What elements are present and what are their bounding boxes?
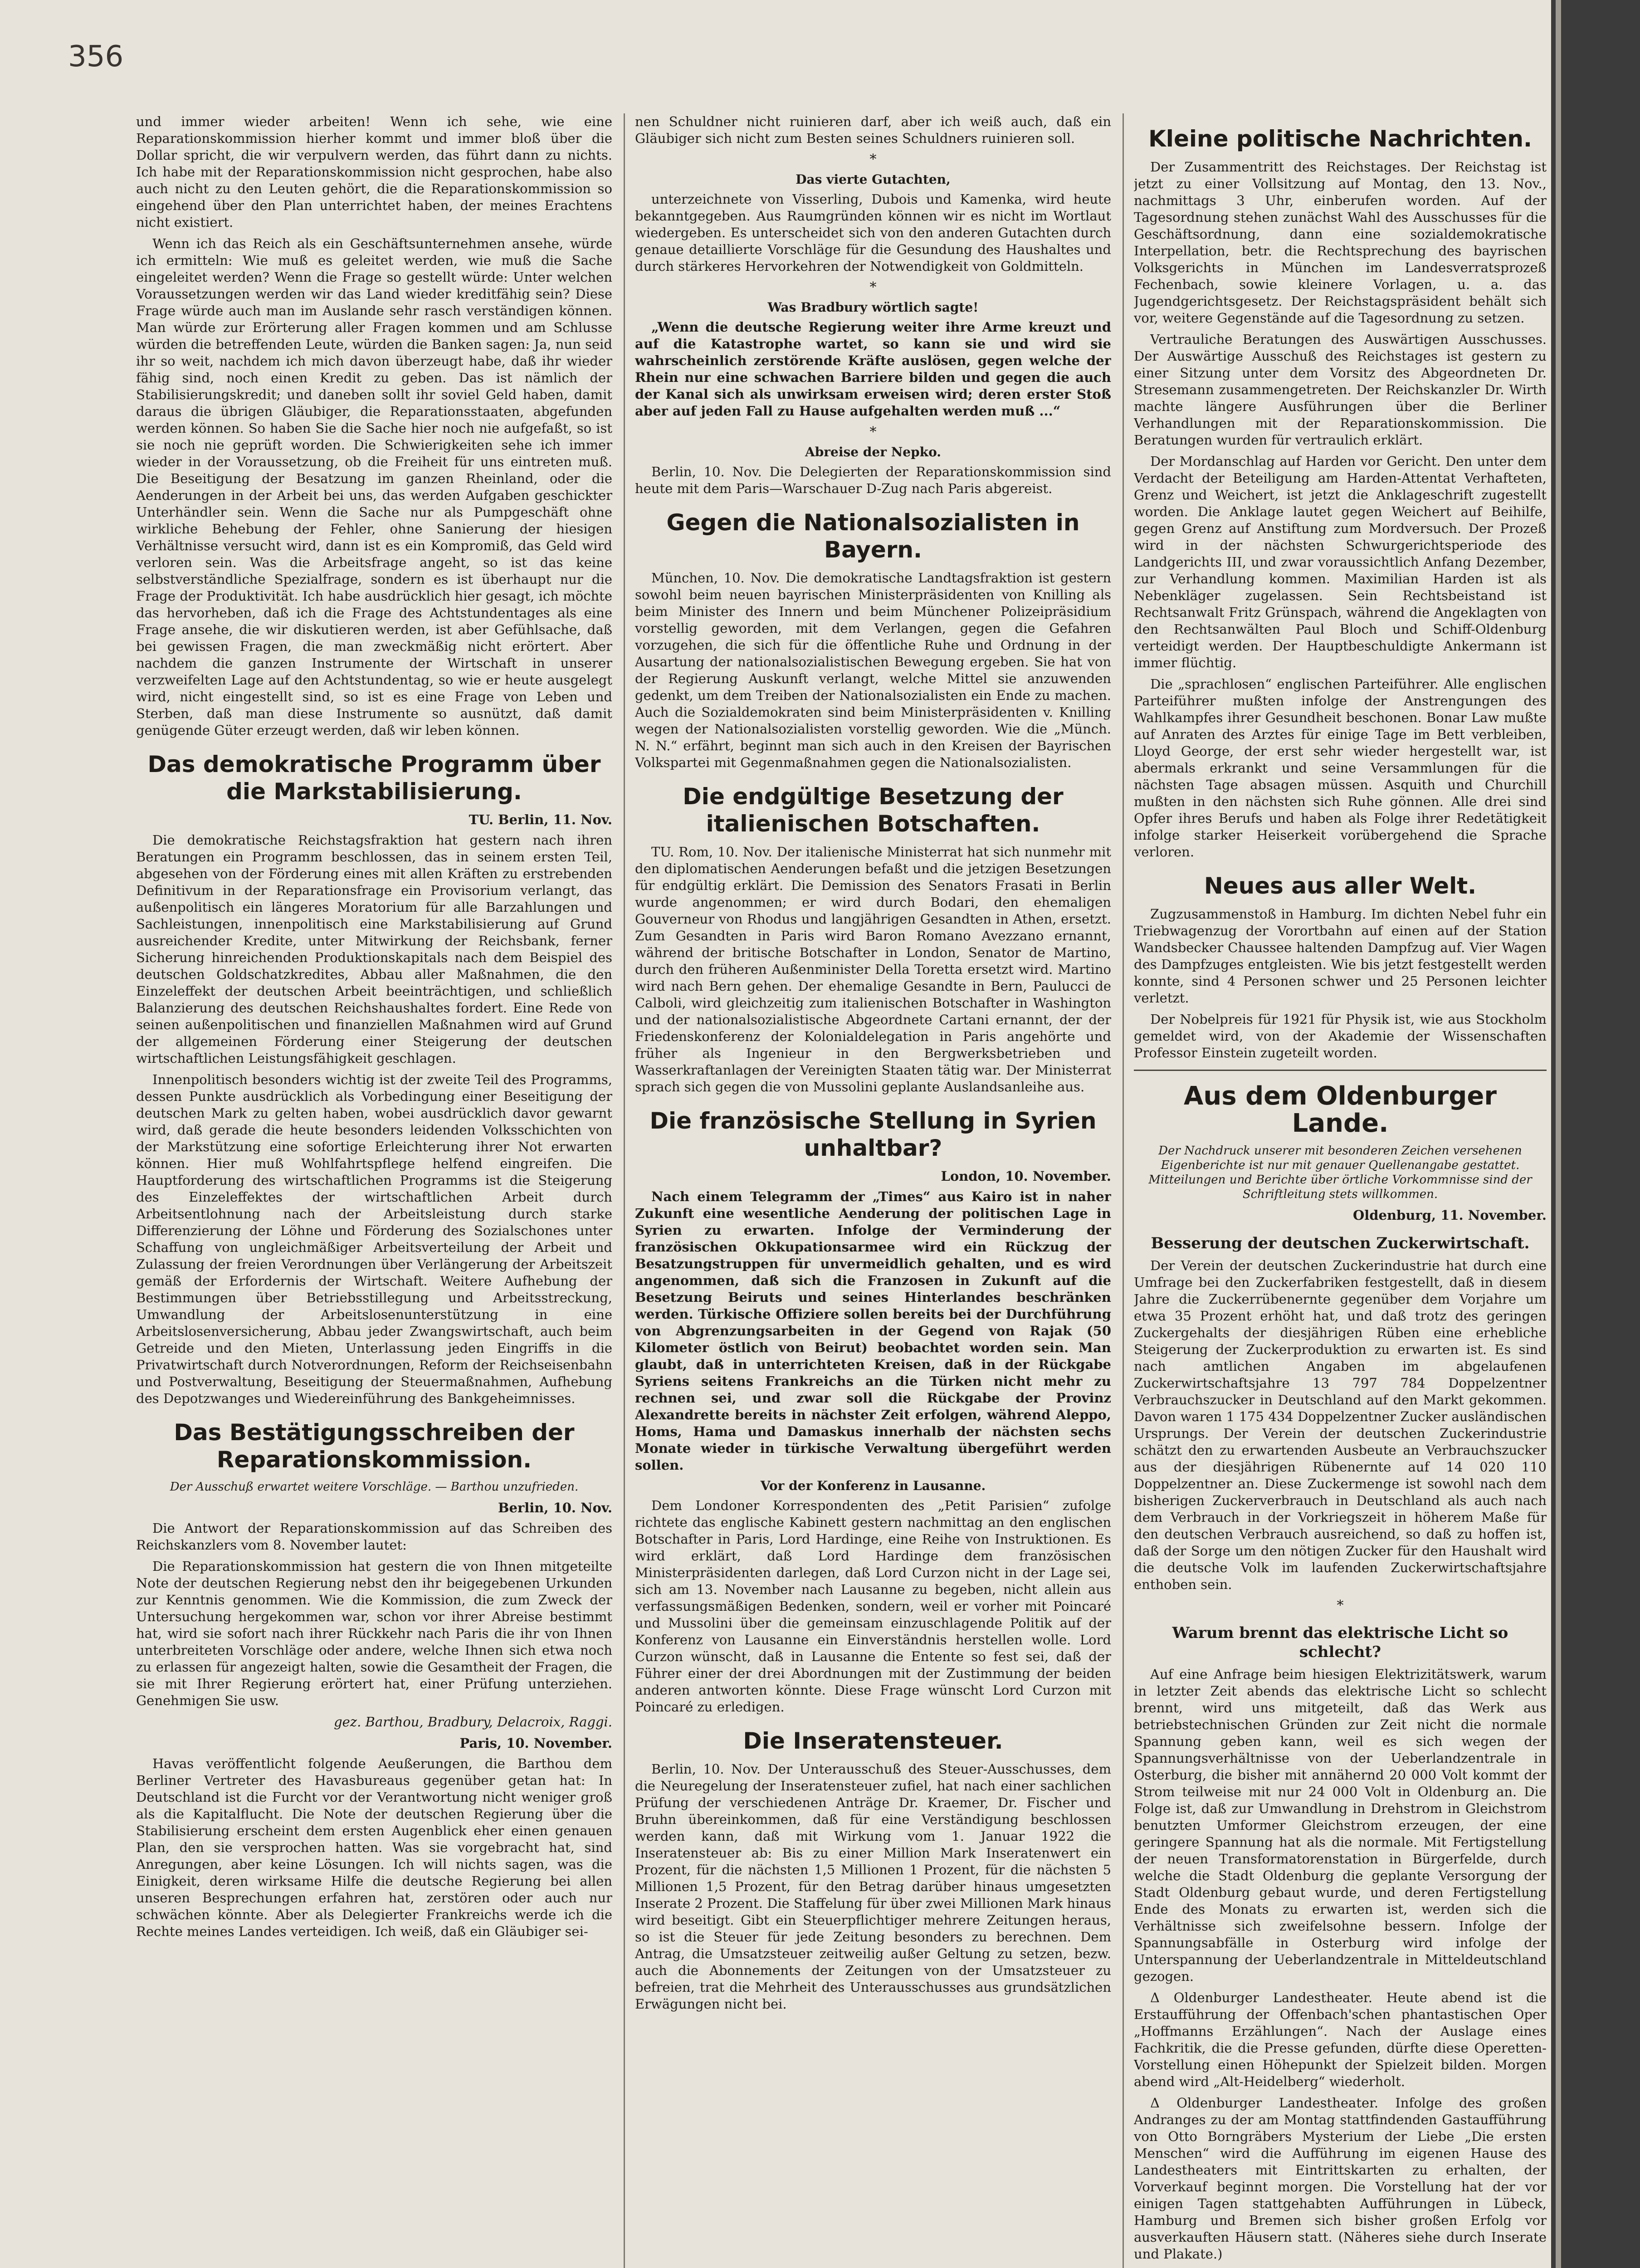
- section-separator: *: [869, 279, 877, 295]
- article-paragraph: Berlin, 10. Nov. Der Unterausschuß des Steuer-Ausschusses, dem die Neuregelung der Inseratensteuer zufiel, hat nach einer sachlichen Prüfung der verschiedenen Anträge Dr. Kraemer, Dr. Fischer und Bruhn übereinkommen, daß für eine Verständigung beschlossen werden kann, daß mit Wirkung vom 1. Januar 1922 die Inseratensteuer ab: Bis zu einer Million Mark Inseratenwert ein Prozent, für die nächsten 1,5 Millionen 1 Prozent, für die nächsten 5 Millionen 1,5 Prozent, für den Betrag darüber hinaus umgesetzten Inserate 2 Prozent. Die Staffelung für über zwei Millionen Mark hinaus wird beseitigt. Gibt ein Steuerpflichtiger mehrere Zeitungen heraus, so ist die Steuer für jede Zeitung besonders zu berechnen. Dem Antrag, die Umsatzsteuer zeitweilig außer Geltung zu setzen, bezw. auch die Abonnements der Zeitungen von der Umsatzsteuer zu befreien, trat die Mehrheit des Unterausschusses aus grundsätzlichen Erwägungen nicht bei.: [635, 1761, 1111, 2012]
- section-separator: *: [869, 152, 877, 167]
- article-headline: Die endgültige Besetzung der italienischen Botschaften.: [683, 783, 1064, 837]
- local-news-item: Δ Oldenburger Landestheater. Heute abend ist die Erstaufführung der Offenbach'schen phantastischen Oper „Hoffmanns Erzählungen“. Nach der Auslage eines Fachkritik, die die Presse gefunden, dürfte diese Operetten-Vorstellung einen Höhepunkt der Spielzeit bilden. Morgen abend wird „Alt-Heidelberg“ wiederholt.: [1134, 1990, 1547, 2089]
- column-rule: [1123, 113, 1124, 2268]
- column-rule: [624, 113, 625, 2268]
- article-paragraph: Wenn ich das Reich als ein Geschäftsunternehmen ansehe, würde ich ermitteln: Wie muß es geleitet werden, wie muß die Sache eingeleitet werden? Wenn die Frage so gestellt würde: Unter welchen Voraussetzungen werden wir das Land wieder kreditfähig sein? Diese Frage würde auch man im Auslande sehr rasch verständigen können. Man würde zur Erörterung aller Fragen kommen und am Schlusse würden die betreffenden Leute, würden die Banken sagen: Ja, nun seid ihr so weit, nachdem ich mich davon überzeugt habe, daß ihr wieder fähig sind, noch einen Kredit zu geben. Das ist nämlich der Stabilisierungskredit; und daneben sollt ihr soviel Geld haben, damit daraus die übrigen Gläubiger, die Reparationsstaaten, abgefunden werden können. So haben Sie die Sache hier noch nie aufgefaßt, so ist sie noch nie geprüft worden. Die Schwierigkeiten sehe ich immer wieder in der Voraussetzung, ob die Freiheit für uns eintreten muß. Die Beseitigung der Besatzung im ganzen Rheinland, oder die Aenderungen in der Arbeit bei uns, das werden Aufgaben geschickter Unterhändler sein. Wenn die Sache nur als Pumpgeschäft ohne wirkliche Behebung der Fehler, ohne Sanierung der hiesigen Verhältnisse versucht wird, dann ist es ein Kompromiß, das Geld wird verloren sein. Was die Arbeitsfrage angeht, so ist das keine selbstverständliche Spezialfrage, sondern es ist überhaupt nur die Frage der Produktivität. Ich habe ausdrücklich hier gesagt, ich möchte das hervorheben, daß ich die Frage des Achtstundentages als eine Frage ansehe, die wir diskutieren werden, ist aber Gefühlsache, daß bei gewissen Fragen, die man zweckmäßig nicht erörtert. Aber nachdem die ganzen Instrumente der Wirtschaft in unserer verzweifelten Lage auf den Achtstundentag, so wie er heute ausgelegt wird, nicht eingestellt sind, so ist es eine Frage von Leben und Sterben, daß man diese Instrumente so ausnützt, daß damit genügende Güter erzeugt werden, daß wir leben können.: [136, 236, 612, 738]
- page-number: 356: [68, 40, 124, 73]
- article-headline: Das demokratische Programm über die Markstabilisierung.: [147, 751, 601, 805]
- article-paragraph: Havas veröffentlicht folgende Aeußerungen, die Barthou dem Berliner Vertreter des Havasbureaus gegenüber getan hat: In Deutschland ist die Furcht vor der Verantwortung nicht weniger groß als die Kapitalflucht. Die Note der deutschen Regierung über die Stabilisierung erscheint dem ersten Augenblick eher einen genauen Plan, den sie versprochen hatten. Was sie vorgebracht hat, sind Anregungen, aber keine Lösungen. Ich will nichts sagen, was die Einigkeit, deren wirksame Hilfe die deutsche Regierung bei allen unseren Besprechungen erfahren hat, zerstören oder auch nur schwächen könnte. Aber als Delegierter Frankreichs werde ich die Rechte meines Landes verteidigen. Ich weiß, daß ein Gläubiger sei-: [136, 1756, 612, 1939]
- dateline: TU. Berlin, 11. Nov.: [469, 812, 612, 827]
- article-paragraph: Die Reparationskommission hat gestern die von Ihnen mitgeteilte Note der deutschen Regierung nebst den ihr beigegebenen Urkunden zur Kenntnis genommen. Wie die Kommission, die zum Zweck der Untersuchung hergekommen war, schon vor ihrer Abreise bestimmt hat, wird sie sofort nach ihrer Rückkehr nach Paris die ihr von Ihnen unterbreiteten Vorschläge oder andere, welche Ihnen sich etwa noch zu erlassen für angezeigt halten, sowie die Gesamtheit der Fragen, die sie mit Ihrer Regierung erörtert hat, einer Prüfung unterziehen. Genehmigen Sie usw.: [136, 1559, 612, 1708]
- local-news-item: Δ Oldenburger Landestheater. Infolge des großen Andranges zu der am Montag stattfindenden Gastaufführung von Otto Borngräbers Mysterium der Liebe „Die ersten Menschen“ wird die Aufführung im eigenen Hause des Landestheaters mit Eintrittskarten zu erhalten, der Vorverkauf beginnt morgen. Die Vorstellung hat der vor einigen Tagen stattgehabten Aufführungen in Lübeck, Hamburg und Bremen sich bisher großen Erfolg vor ausverkauften Häusern statt. (Näheres siehe durch Inserate und Plakate.): [1134, 2095, 1547, 2262]
- article-headline: Neues aus aller Welt.: [1204, 873, 1477, 899]
- news-item: Vertrauliche Beratungen des Auswärtigen Ausschusses. Der Auswärtige Ausschuß des Reichstages ist gestern zu einer Sitzung unter dem Vorsitz des Abgeordneten Dr. Stresemann zusammengetreten. Der Reichskanzler Dr. Wirth machte längere Ausführungen über die Berliner Verhandlungen mit der Reparationskommission. Die Beratungen wurden für vertraulich erklärt.: [1134, 332, 1547, 448]
- article-paragraph: Die Antwort der Reparationskommission auf das Schreiben des Reichskanzlers vom 8. November lautet:: [136, 1520, 612, 1553]
- dateline: London, 10. November.: [941, 1168, 1111, 1184]
- dateline: Paris, 10. November.: [459, 1735, 612, 1751]
- article-headline: Warum brennt das elektrische Licht so schlecht?: [1172, 1624, 1508, 1661]
- section-rule: [1134, 1070, 1547, 1071]
- article-paragraph: unterzeichnete von Visserling, Dubois und Kamenka, wird heute bekanntgegeben. Aus Raumgründen können wir es nicht im Wortlaut wiedergeben. Es unterscheidet sich von den anderen Gutachten durch genaue detaillierte Vorschläge für die Gesundung des Haushaltes und durch stärkeres Hervorkehren der Notwendigkeit von Goldmitteln.: [635, 191, 1111, 274]
- article-headline: Das Bestätigungsschreiben der Reparationskommission.: [174, 1419, 575, 1473]
- dateline: Berlin, 10. Nov.: [498, 1500, 612, 1515]
- article-paragraph: Der Verein der deutschen Zuckerindustrie hat durch eine Umfrage bei den Zuckerfabriken festgestellt, daß in diesem Jahre die Zuckerrübenernte gegenüber dem Vorjahre um etwa 35 Prozent erhöht hat, und daß trotz des geringen Zuckergehalts der diesjährigen Rüben eine erhebliche Steigerung der Zuckerproduktion zu erwarten ist. Es sind nach amtlichen Angaben im abgelaufenen Zuckerwirtschaftsjahre 13 797 784 Doppelzentner Verbrauchszucker in Deutschland auf den Markt gekommen. Davon waren 1 175 434 Doppelzentner Zucker ausländischen Ursprungs. Der Verein der deutschen Zuckerindustrie schätzt den zu erwartenden Ausbeute an Verbrauchszucker aus der diesjährigen Rübenernte auf 14 020 110 Doppelzentner an. Diese Zuckermenge ist sowohl nach dem bisherigen Zuckerverbrauch in Deutschland als auch nach dem Verbrauch in der Vorkriegszeit in höherem Maße für den deutschen Verbrauch ausreichend, so daß zu hoffen ist, daß der Sorge um den nötigen Zucker für den Haushalt wird die deutsche Volk im laufenden Zuckerwirtschaftsjahre enthoben sein.: [1134, 1258, 1547, 1592]
- section-heading: Abreise der Nepko.: [805, 445, 942, 459]
- reprint-notice: Der Nachdruck unserer mit besonderen Zeichen versehenen Eigenberichte ist nur mit genauer Quellenangabe gestattet. Mitteilungen und Berichte über örtliche Vorkommnisse sind der Schriftleitung stets willkommen.: [1148, 1144, 1532, 1201]
- article-subtitle: Der Ausschuß erwartet weitere Vorschläge. — Barthou unzufrieden.: [170, 1480, 579, 1494]
- article-paragraph: Auf eine Anfrage beim hiesigen Elektrizitätswerk, warum in letzter Zeit abends das elektrische Licht so schlecht brennt, wird uns mitgeteilt, daß das Werk aus betriebstechnischen Gründen zur Zeit nicht die normale Spannung geben kann, weil es sich wegen der Spannungsverhältnisse von der Ueberlandzentrale in Osterburg, die bisher mit annähernd 20 000 Volt kommt der Strom teilweise mit nur 24 000 Volt in Oldenburg an. Die Folge ist, daß zur Umwandlung in Drehstrom in Gleichstrom benutzten Umformer Gleichstrom erzeugen, der eine geringere Spannung hat als die normale. Mit Fertigstellung der neuen Transformatorenstation in Bürgerfelde, durch welche die Stadt Oldenburg die geplante Versorgung der Stadt Oldenburg gebaut wurde, und deren Fertigstellung Ende des Monats zu erwarten ist, werden sich die Verhältnisse sich zweifelsohne bessern. Infolge der Spannungsabfälle in Osterburg wird infolge der Unterspannung der Ueberlandzentrale in Mitteldeutschland gezogen.: [1134, 1667, 1547, 1984]
- article-headline: Besserung der deutschen Zuckerwirtschaft.: [1151, 1234, 1530, 1252]
- dateline: Oldenburg, 11. November.: [1352, 1207, 1547, 1223]
- article-headline: Kleine politische Nachrichten.: [1148, 126, 1532, 152]
- section-separator: *: [1337, 1598, 1344, 1613]
- article-continuation: und immer wieder arbeiten! Wenn ich sehe, wie eine Reparationskommission hierher kommt und immer bloß über die Dollar spricht, die wir verpulvern werden, das führt dann zu nichts. Ich habe mit der Reparationskommission nicht gesprochen, habe also auch nicht zu den Leuten gehört, die die Reparationskommission so eingehend über den Plan unterrichtet haben, der meines Erachtens nicht existiert.: [136, 114, 612, 230]
- section-heading: Das vierte Gutachten,: [796, 172, 951, 187]
- article-paragraph: Nach einem Telegramm der „Times“ aus Kairo ist in naher Zukunft eine wesentliche Aenderung der politischen Lage in Syrien zu erwarten. Infolge der Verminderung der französischen Okkupationsarmee wird ein Rückzug der Besatzungstruppen für unvermeidlich gehalten, und es wird angenommen, daß sich die Franzosen in Zukunft auf die Besetzung Beiruts und seines Hinterlandes beschränken werden. Türkische Offiziere sollen bereits bei der Durchführung von Abgrenzungsarbeiten in der Gegend von Rajak (50 Kilometer östlich von Beirut) beobachtet worden sein. Man glaubt, daß in unterrichteten Kreisen, daß in der Rückgabe Syriens seitens Frankreichs an die Türken nicht mehr zu rechnen sei, und zwar soll die Rückgabe der Provinz Alexandrette bereits in nächster Zeit erfolgen, während Aleppo, Homs, Hama und Damaskus innerhalb der nächsten sechs Monate wieder in türkische Verwaltung übergeführt werden sollen.: [635, 1189, 1111, 1473]
- news-item: Der Zusammentritt des Reichstages. Der Reichstag ist jetzt zu einer Vollsitzung auf Montag, den 13. Nov., nachmittags 3 Uhr, einberufen worden. Auf der Tagesordnung stehen zunächst Wahl des Ausschusses für die Geschäftsordnung, dann eine sozialdemokratische Interpellation, betr. die Rechtsprechung des bayrischen Volksgerichts in München im Landesverratsprozeß Fechenbach, sowie kleinere Vorlagen, u. a. das Jugendgerichtsgesetz. Der Reichstagspräsident behält sich vor, weitere Gegenstände auf die Tagesordnung zu setzen.: [1134, 159, 1547, 326]
- section-heading: Was Bradbury wörtlich sagte!: [767, 300, 979, 315]
- article-paragraph: München, 10. Nov. Die demokratische Landtagsfraktion ist gestern sowohl beim neuen bayrischen Ministerpräsidenten von Knilling als beim Minister des Innern und beim Münchener Polizeipräsidium vorstellig geworden, mit dem Verlangen, gegen die Gefahren vorzugehen, die sich für die öffentliche Ruhe und Ordnung in der Ausartung der nationalsozialistischen Bewegung ergeben. Sie hat von der Regierung Auskunft verlangt, welche Mittel sie anzuwenden gedenkt, um dem Treiben der Nationalsozialisten ein Ende zu machen. Auch die Sozialdemokraten sind beim Ministerpräsidenten v. Knilling wegen der Nationalsozialisten vorstellig geworden. Wie die „Münch. N. N.“ erfährt, beginnt man sich auch in den Kreisen der Bayrischen Volkspartei mit Gegenmaßnahmen gegen die Nationalsozialisten.: [635, 570, 1111, 770]
- news-item: Die „sprachlosen“ englischen Parteiführer. Alle englischen Parteiführer mußten infolge der Anstrengungen des Wahlkampfes ihrer Gesundheit beschonen. Bonar Law mußte auf Anraten des Arztes für einige Tage im Bett verbleiben, Lloyd George, der erst sehr wieder hergestellt war, ist abermals erkrankt und seine Versammlungen für die nächsten Tage absagen müssen. Asquith und Churchill mußten in den nächsten sich Ruhe gönnen. Alle drei sind Opfer ihres Berufs und haben als Folge ihrer Redetätigkeit infolge starker Heiserkeit vorübergehend die Sprache verloren.: [1134, 676, 1547, 860]
- article-paragraph: Innenpolitisch besonders wichtig ist der zweite Teil des Programms, dessen Punkte ausdrücklich als Vorbedingung einer Beseitigung der deutschen Mark zu gelten haben, wobei ausdrücklich davor gewarnt wird, daß gerade die heute besonders leidenden Volksschichten von der Markstützung eine sofortige Erleichterung ihrer Not erwarten können. Hier muß Wohlfahrtspflege helfend eingreifen. Die Hauptforderung des wirtschaftlichen Programms ist die Steigerung des Einzeleffektes der wirtschaftlichen Arbeit durch Arbeitsentlohnung nach der Arbeitsleistung durch starke Differenzierung der Löhne und Förderung des Sozialschones unter Schaffung von ungleichmäßiger Arbeitsverteilung der Arbeit und Zulassung der freien Verordnungen über Verlängerung der Arbeitszeit gemäß der Erfordernis der Wirtschaft. Weitere Aufhebung der Bestimmungen über Betriebsstillegung und Arbeitsstreckung, Umwandlung der Arbeitslosenunterstützung in eine Arbeitslosenversicherung, Abbau jeder Zwangswirtschaft, auch beim Getreide und den Mieten, Unterlassung jeden Eingriffs in die Privatwirtschaft durch Notverordnungen, Reform der Reichseisenbahn und Postverwaltung, Beseitigung der Steuermaßnahmen, Aufhebung des Depotzwanges und Wiedereinführung des Bankgeheimnisses.: [136, 1072, 612, 1406]
- quote-paragraph: „Wenn die deutsche Regierung weiter ihre Arme kreuzt und auf die Katastrophe wartet, so kann sie und wird sie wahrscheinlich zerstörende Kräfte auslösen, gegen welche der Rhein nur eine schwachen Barriere bilden und gegen die auch der Kanal sich als unwirksam erweisen wird; deren erster Stoß aber auf jeden Fall zu Hause aufgehalten werden muß ...“: [635, 319, 1111, 419]
- column-2: [635, 113, 1111, 2268]
- column-3: [1134, 113, 1547, 2268]
- page-edge: [1556, 0, 1561, 2268]
- section-headline: Aus dem Oldenburger Lande.: [1184, 1081, 1497, 1138]
- signature-line: gez. Barthou, Bradbury, Delacroix, Raggi.: [334, 1714, 612, 1730]
- article-headline: Gegen die Nationalsozialisten in Bayern.: [666, 509, 1080, 563]
- scan-border: [1551, 0, 1640, 2268]
- news-item: Der Nobelpreis für 1921 für Physik ist, wie aus Stockholm gemeldet wird, von der Akademie der Wissenschaften Professor Einstein zugeteilt worden.: [1134, 1012, 1547, 1061]
- article-headline: Die Inseratensteuer.: [743, 1728, 1003, 1754]
- article-headline: Die französische Stellung in Syrien unhaltbar?: [649, 1108, 1097, 1161]
- column-1: [136, 113, 612, 2268]
- section-separator: *: [869, 424, 877, 440]
- article-continuation: nen Schuldner nicht ruinieren darf, aber ich weiß auch, daß ein Gläubiger sich nicht zum Besten seines Schuldners ruinieren soll.: [635, 114, 1111, 146]
- news-item: Zugzusammenstoß in Hamburg. Im dichten Nebel fuhr ein Triebwagenzug der Vorortbahn auf einen auf der Station Wandsbecker Chaussee haltenden Dampfzug auf. Vier Wagen des Dampfzuges entgleisten. Wie bis jetzt festgestellt werden konnte, sind 4 Personen schwer und 25 Personen leichter verletzt.: [1134, 906, 1547, 1006]
- article-paragraph: Dem Londoner Korrespondenten des „Petit Parisien“ zufolge richtete das englische Kabinett gestern nachmittag an den englischen Botschafter in Paris, Lord Hardinge, eine Reihe von Instruktionen. Es wird erklärt, daß Lord Hardinge dem französischen Ministerpräsidenten darlegen, daß Lord Curzon nicht in der Lage sei, sich am 13. November nach Lausanne zu begeben, nicht allein aus verfassungsmäßigen Bedenken, sondern, weil er vorher mit Poincaré und Mussolini über die gemeinsam einzuschlagende Politik auf der Konferenz von Lausanne ein Einverständnis herstellen wolle. Lord Curzon wünscht, daß in Lausanne die Entente so fest sei, daß der Führer einer der drei Abordnungen mit der Zustimmung der beiden anderen antworten könnte. Diese Frage wünscht Lord Curzon mit Poincaré zu erledigen.: [635, 1498, 1111, 1715]
- section-heading: Vor der Konferenz in Lausanne.: [760, 1478, 986, 1493]
- article-paragraph: Berlin, 10. Nov. Die Delegierten der Reparationskommission sind heute mit dem Paris—Warschauer D-Zug nach Paris abgereist.: [635, 464, 1111, 496]
- article-paragraph: Die demokratische Reichstagsfraktion hat gestern nach ihren Beratungen ein Programm beschlossen, das in seinem ersten Teil, abgesehen von der Förderung eines mit allen Kräften zu erstrebenden Definitivum in der Reparationsfrage ein Provisorium verlangt, das außenpolitisch ein längeres Moratorium für alle Barzahlungen und Sachleistungen, innenpolitisch eine Markstabilisierung auf Grund ausreichender Kredite, unter Mitwirkung der Reichsbank, ferner Sicherung hinreichenden Produktionskapitals nach dem Beispiel des deutschen Goldschatzkredites, Abbau aller Maßnahmen, die den Einzeleffekt der deutschen Arbeit beeinträchtigen, und schließlich Balanzierung des deutschen Reichshaushaltes fordert. Eine Rede von seinen außenpolitischen und finanziellen Maßnahmen wird auf Grund der allgemeinen Förderung einer Steigerung der deutschen wirtschaftlichen Leistungsfähigkeit geschlagen.: [136, 832, 612, 1066]
- news-item: Der Mordanschlag auf Harden vor Gericht. Den unter dem Verdacht der Beteiligung am Harden-Attentat Verhafteten, Grenz und Weichert, ist jetzt die Anklageschrift zugestellt worden. Die Anklage lautet gegen Weichert auf Beihilfe, gegen Grenz auf Anstiftung zum Mordversuch. Der Prozeß wird in der nächsten Schwurgerichtsperiode des Landgerichts III, und zwar voraussichtlich Anfang Dezember, zur Verhandlung kommen. Maximilian Harden ist als Nebenkläger zugelassen. Sein Rechtsbeistand ist Rechtsanwalt Fritz Grünspach, während die Angeklagten von den Rechtsanwälten Paul Bloch und Schiff-Oldenburg verteidigt werden. Der Hauptbeschuldigte Ankermann ist immer flüchtig.: [1134, 454, 1547, 670]
- article-paragraph: TU. Rom, 10. Nov. Der italienische Ministerrat hat sich nunmehr mit den diplomatischen Aenderungen befaßt und die jetzigen Besetzungen für endgültig erklärt. Die Demission des Senators Frasati in Berlin wurde angenommen; er wird durch Bodari, den ehemaligen Gouverneur von Rhodus und langjährigen Gesandten in Athen, ersetzt. Zum Gesandten in Paris wird Baron Romano Avezzano ernannt, während der britische Botschafter in London, Senator de Martino, durch den früheren Außenminister Della Toretta ersetzt wird. Martino wird nach Bern gehen. Der ehemalige Gesandte in Bern, Paulucci de Calboli, wird gleichzeitig zum italienischen Botschafter in Washington und der nationalsozialistische Abgeordnete Cartani ernannt, der der Friedenskonferenz der Kolonialdelegation in Paris angehörte und früher als Ingenieur in den Bergwerksbetrieben und Wasserkraftanlagen der Vereinigten Staaten tätig war. Der Ministerrat sprach sich gegen die von Mussolini geplante Auslandsanleihe aus.: [635, 844, 1111, 1095]
